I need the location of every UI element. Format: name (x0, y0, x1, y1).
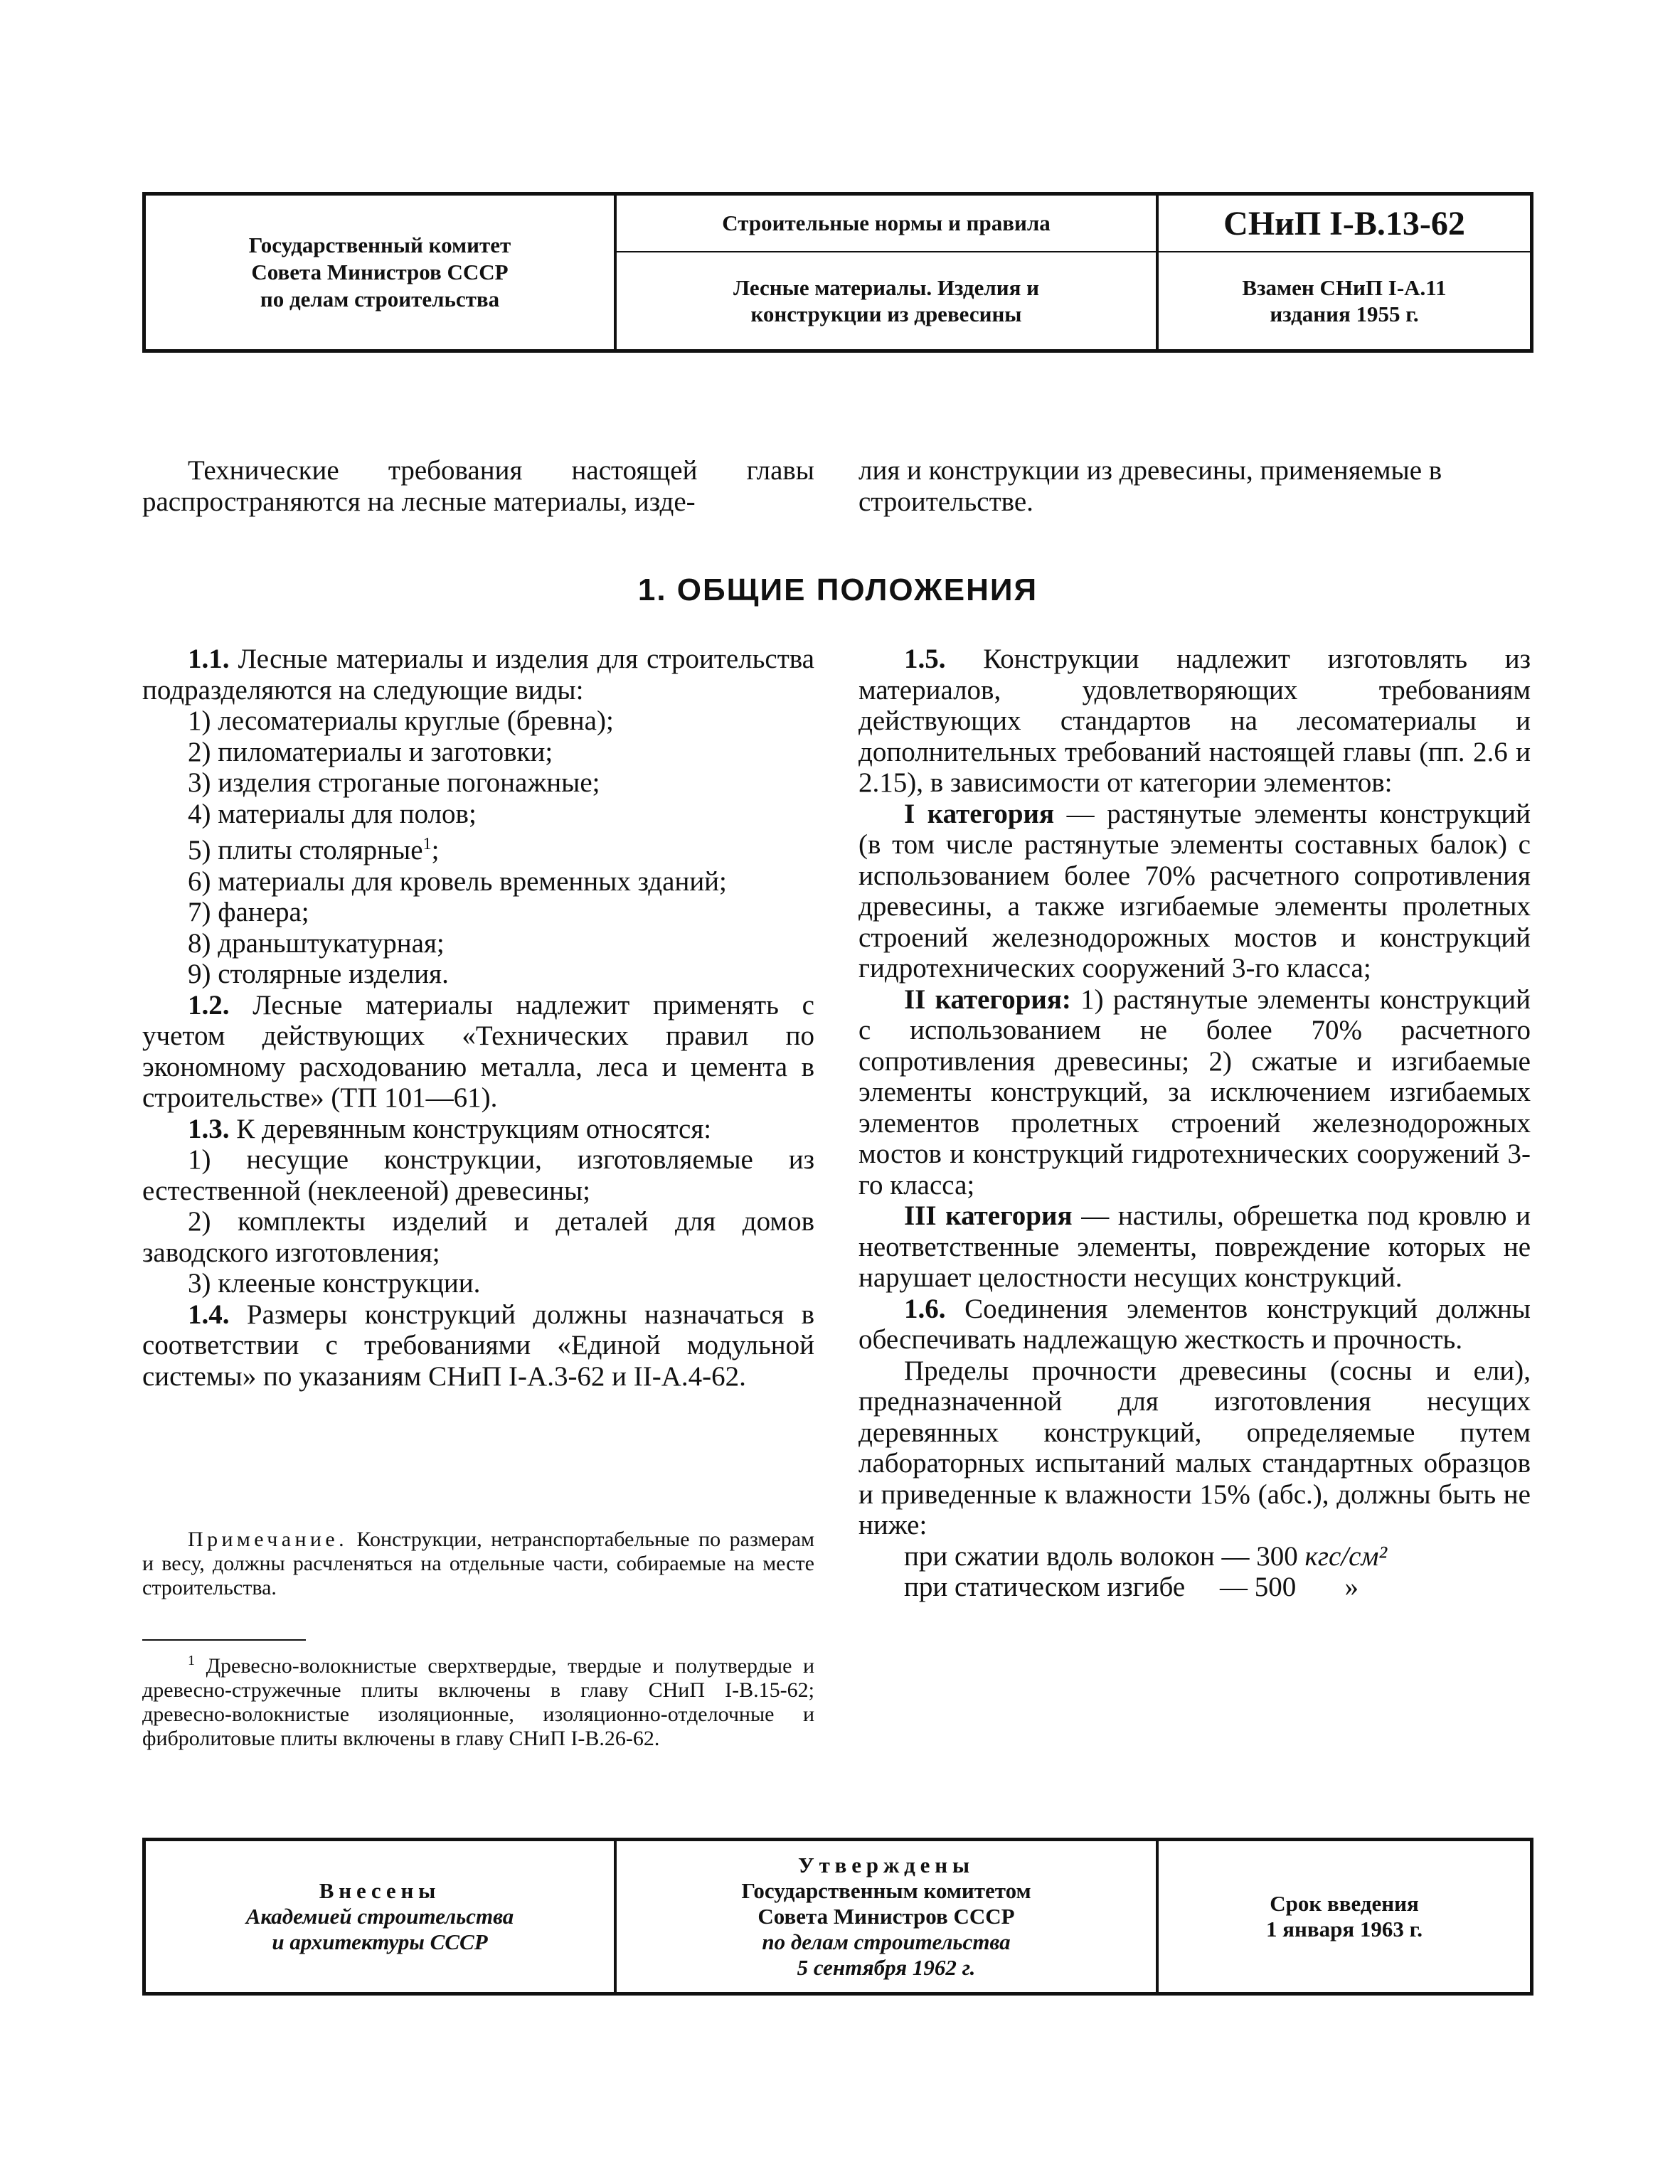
strength-paragraph: Пределы прочности древесины (сосны и ели), предназначенной для изготовления несущих деревянных конструкций, определяемые путем лабораторных испытаний малых стандартных образцов и приведенные к влажности 15% (абс.), должны быть не ниже: (858, 1355, 1531, 1540)
subject-line: конструкции из древесины (750, 302, 1022, 326)
strength-row-compression (858, 1541, 1531, 1572)
strength-row-bending (858, 1572, 1531, 1603)
effective-cell (1159, 1841, 1530, 1992)
category-text: — настилы, обрешетка под кровлю и неответственные элементы, повреждение которых не нарушает целостности несущих конструкций. (858, 1200, 1531, 1293)
effective-line: 1 января 1963 г. (1266, 1917, 1423, 1941)
issuer-line: по делам строительства (260, 287, 500, 311)
category-label: I категория (904, 798, 1055, 829)
paragraph-1-4 (142, 1299, 814, 1392)
replaces-line: издания 1955 г. (1270, 302, 1419, 326)
strength-value: — 300 (1221, 1540, 1298, 1572)
footnote-paragraph (142, 1648, 814, 1751)
list-item: 3) изделия строганые погонажные; (188, 767, 600, 798)
title-cell (617, 196, 1159, 349)
issuer-line: Государственный комитет (248, 233, 511, 257)
list-item: 1) лесоматериалы круглые (бревна); (188, 705, 614, 736)
submitted-cell (146, 1841, 617, 1992)
category-text: — растянутые элементы конструкций (в том числе растянутые элементы составных балок) с использованием более 70% расчетного сопротивления древесины, а также изгибаемые элементы пролетных строений железнодорожных мостов и конструкций гидротехнических сооружений 3-го класса; (858, 798, 1531, 984)
clause-text: Соединения элементов конструкций должны обеспечивать надлежащую жесткость и прочность. (858, 1293, 1531, 1355)
approved-line: по делам строительства (762, 1929, 1011, 1954)
strength-label: при сжатии вдоль волокон (904, 1540, 1215, 1572)
list-item-text: 5) плиты столярные (188, 835, 423, 865)
list-item-tail: ; (431, 835, 440, 865)
right-column (858, 644, 1531, 1603)
issuer-line: Совета Министров СССР (251, 260, 509, 284)
replaces-line: Взамен СНиП I-А.11 (1242, 275, 1447, 300)
note-paragraph (142, 1528, 814, 1600)
left-column (142, 644, 814, 1392)
header-table (142, 192, 1533, 353)
footnote-text: Древесно-волокнистые сверхтвердые, твердые и полутвердые и древесно-стружечные плиты включены в главу СНиП I-В.15-62; древесно-волокнистые изоляционные, изоляционно-отделочные и фибролитовые плиты включены в главу СНиП I-В.26-62. (142, 1654, 815, 1750)
category-3 (858, 1200, 1531, 1294)
submitted-label: Внесены (319, 1878, 441, 1903)
clause-number: 1.3. (188, 1113, 230, 1144)
footnote-ref: 1 (422, 835, 432, 853)
list-item-5 (142, 829, 814, 866)
note-block (142, 1528, 814, 1600)
paragraph-1-6 (858, 1294, 1531, 1355)
approved-label: Утверждены (798, 1853, 974, 1877)
clause-text: Конструкции надлежит изготовлять из материалов, удовлетворяющих требованиям действующих стандартов на лесоматериалы и дополнительных требований настоящей главы (пп. 2.6 и 2.15), в зависимости от категории элементов: (858, 644, 1531, 798)
approved-line: Государственным комитетом (741, 1878, 1031, 1903)
subject-line: Лесные материалы. Изделия и (733, 275, 1039, 300)
submitted-line: и архитектуры СССР (272, 1929, 488, 1954)
clause-text: К деревянным конструкциям относятся: (236, 1113, 712, 1144)
list-item: 7) фанера; (188, 897, 309, 927)
clause-number: 1.5. (904, 644, 946, 674)
category-text: 1) растянутые элементы конструкций с использованием не более 70% расчетного сопротивления древесины; 2) сжатые и изгибаемые элементы конструкций, за исключением изгибаемых элементов пролетных строений железнодорожных мостов и конструкций гидротехнических сооружений 3-го класса; (858, 984, 1531, 1200)
paragraph-1-5 (858, 644, 1531, 799)
clause-text: Размеры конструкций должны назначаться в соответствии с требованиями «Единой модульной системы» по указаниям СНиП I-А.3-62 и II-А.4-62. (142, 1299, 815, 1392)
approved-date: 5 сентября 1962 г. (797, 1955, 976, 1980)
approved-line: Совета Министров СССР (757, 1904, 1015, 1929)
intro-right (858, 455, 1531, 517)
list-item: 8) драньштукатурная; (188, 927, 445, 959)
category-2 (858, 984, 1531, 1201)
issuer-cell (146, 196, 617, 349)
clause-number: 1.1. (188, 644, 230, 674)
paragraph-1-3 (142, 1114, 814, 1145)
list-item: 3) клееные конструкции. (188, 1268, 481, 1299)
paragraph-1-1 (142, 644, 814, 705)
strength-label: при статическом изгибе (904, 1572, 1186, 1602)
strength-unit: кгс/см² (1304, 1540, 1388, 1572)
intro-left (142, 455, 814, 517)
clause-text: Лесные материалы и изделия для строительства подразделяются на следующие виды: (142, 644, 814, 705)
footer-table (142, 1838, 1533, 1996)
list-item: 6) материалы для кровель временных зданий; (188, 865, 727, 897)
clause-number: 1.4. (188, 1299, 230, 1330)
list-item: 1) несущие конструкции, изготовляемые из естественной (неклееной) древесины; (142, 1144, 814, 1206)
list-item: 4) материалы для полов; (188, 798, 477, 829)
doc-number: СНиП I-В.13-62 (1159, 196, 1530, 252)
category-label: III категория (904, 1200, 1073, 1231)
footnote-block (142, 1648, 814, 1751)
intro-text-right: лия и конструкции из древесины, применяемые в строительстве. (858, 455, 1442, 517)
clause-number: 1.2. (188, 989, 230, 1021)
list-item: 9) столярные изделия. (188, 959, 449, 989)
footnote-mark: 1 (188, 1653, 195, 1668)
replaces-note (1159, 252, 1530, 349)
note-label: Примечание. (188, 1528, 349, 1551)
clause-text: Лесные материалы надлежит применять с учетом действующих «Технических правил по экономному расходованию металла, леса и цемента в строительстве» (ТП 101—61). (142, 989, 814, 1113)
code-cell (1159, 196, 1530, 349)
strength-unit: » (1344, 1572, 1359, 1602)
footnote-divider (142, 1639, 306, 1641)
clause-number: 1.6. (904, 1293, 946, 1324)
intro-text-left: Технические требования настоящей главы распространяются на лесные материалы, изде- (142, 455, 814, 517)
category-label: II категория: (904, 984, 1071, 1015)
norms-title: Строительные нормы и правила (617, 196, 1156, 252)
note-text: Конструкции, нетранспортабельные по размерам и весу, должны расчленяться на отдельные части, собираемые на месте строительства. (142, 1528, 815, 1599)
paragraph-1-2 (142, 990, 814, 1114)
effective-line: Срок введения (1270, 1891, 1419, 1916)
approved-cell (617, 1841, 1159, 1992)
subject-title (617, 252, 1156, 349)
strength-value: — 500 (1219, 1572, 1297, 1602)
list-item: 2) комплекты изделий и деталей для домов заводского изготовления; (142, 1206, 814, 1268)
category-1 (858, 799, 1531, 984)
submitted-line: Академией строительства (245, 1904, 514, 1929)
section-title: 1. ОБЩИЕ ПОЛОЖЕНИЯ (637, 572, 1038, 607)
list-item: 2) пиломатериалы и заготовки; (188, 736, 553, 767)
